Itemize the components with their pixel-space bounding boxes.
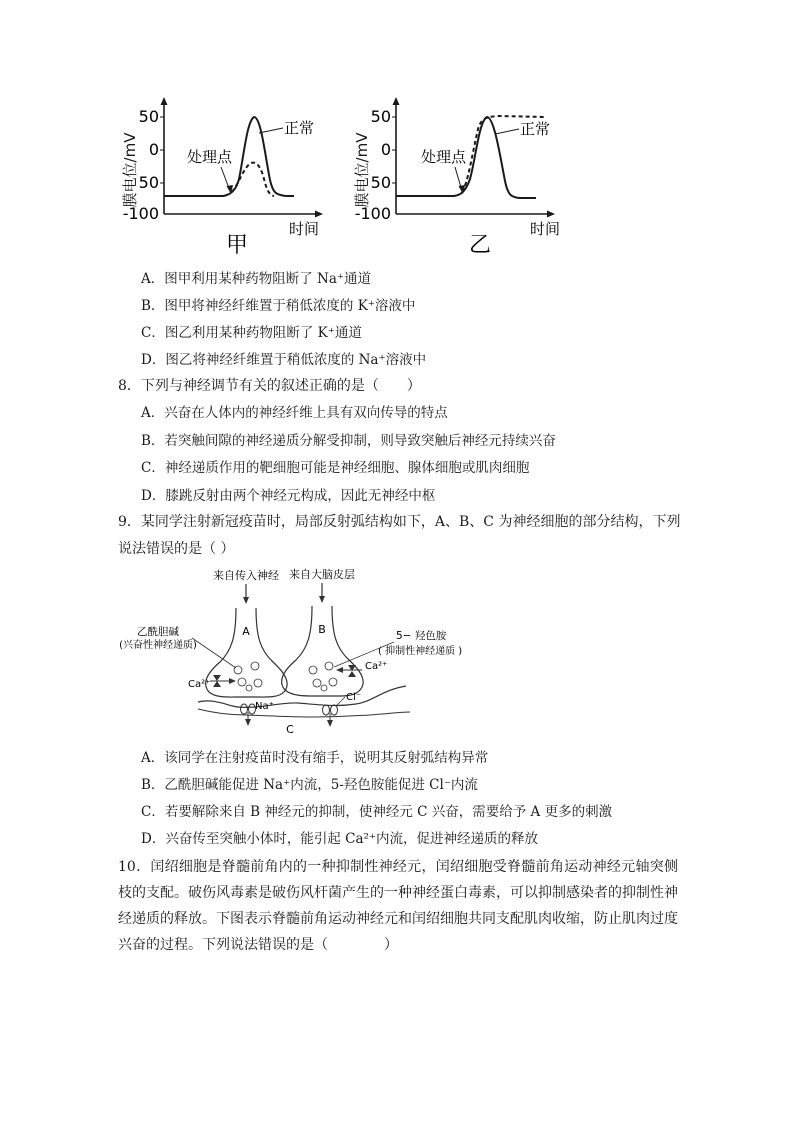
q7-option-c: C．图乙利用某种药物阻断了 K⁺通道 [141, 325, 362, 341]
q9-option-a: A．该同学在注射疫苗时没有缩手，说明其反射弧结构异常 [141, 750, 489, 766]
label-c: C [286, 723, 294, 736]
cl-label: Cl⁻ [346, 692, 362, 703]
q8-option-b: B．若突触间隙的神经递质分解受抑制，则导致突触后神经元持续兴奋 [141, 433, 556, 449]
q9-stem-line2: 说法错误的是（ ） [118, 541, 235, 557]
from-afferent-label: 来自传入神经 [213, 569, 279, 582]
from-cortex-label: 来自大脑皮层 [289, 568, 355, 581]
ca-channel-icon [213, 675, 221, 681]
tick-label: 50 [138, 173, 159, 192]
q7-option-d: D．图乙将神经纤维置于稍低浓度的 Na⁺溶液中 [141, 352, 427, 368]
arrow-down-icon [243, 597, 249, 604]
tick-label: 50 [370, 107, 391, 126]
ach-label: 乙酰胆碱 [137, 626, 179, 638]
q8-option-d: D．膝跳反射由两个神经元构成，因此无神经中枢 [141, 488, 436, 504]
x-axis-arrow [315, 211, 323, 218]
vesicles-a [234, 662, 262, 691]
x-axis-arrow [547, 211, 555, 218]
graph-caption: 甲 [225, 233, 249, 258]
tick-label: -100 [354, 204, 391, 223]
normal-label: 正常 [520, 120, 551, 138]
treat-point-label: 处理点 [421, 148, 467, 166]
q9-option-d: D．兴奋传至突触小体时，能引起 Ca²⁺内流，促进神经递质的释放 [141, 831, 539, 847]
serotonin-label: 5− 羟色胺 [396, 630, 447, 642]
y-axis-arrow [161, 97, 168, 105]
arrow-down-icon [319, 596, 325, 603]
tick-label: 50 [370, 173, 391, 192]
neuron-b-terminal [282, 606, 364, 696]
q7-option-a: A．图甲利用某种药物阻断了 Na⁺通道 [141, 271, 372, 287]
tick-label: 0 [148, 140, 159, 159]
x-axis-label: 时间 [529, 220, 561, 238]
graph-yi [350, 95, 580, 260]
tick-label: 50 [138, 107, 159, 126]
y-axis-label: 膜电位/mV [353, 132, 371, 208]
tick-label: 0 [380, 140, 391, 159]
x-axis-label: 时间 [288, 220, 320, 238]
tick-label: -100 [122, 204, 159, 223]
treat-point-label: 处理点 [187, 148, 233, 166]
q8-option-a: A．兴奋在人体内的神经纤维上具有双向传导的特点 [141, 405, 448, 421]
vesicles-b [309, 662, 337, 691]
normal-pointer [495, 129, 519, 134]
q9-stem-line1: 9．某同学注射新冠疫苗时，局部反射弧结构如下，A、B、C 为神经细胞的部分结构，下列 [118, 514, 681, 530]
q9-option-b: B．乙酰胆碱能促进 Na⁺内流，5-羟色胺能促进 Cl⁻内流 [141, 777, 478, 793]
normal-pointer [259, 128, 283, 133]
graph-jia [118, 95, 348, 260]
ach-note: (兴奋性神经递质) [119, 640, 197, 651]
ca-left-label: Ca²⁺ [188, 679, 211, 690]
q10-text: 10．闰绍细胞是脊髓前角内的一种抑制性神经元，闰绍细胞受脊髓前角运动神经元轴突侧枝的支配。破伤风毒素是破伤风杆菌产生的一种神经蛋白毒素，可以抑制感染者的抑制性神经递质的释放。下图表示脊髓前角运动神经元和闰绍细胞共同支配肌肉收缩，防止肌肉过度兴奋的过程。下列说法错误的是（ ） [118, 859, 678, 953]
label-b: B [318, 623, 326, 636]
y-axis-arrow [393, 97, 400, 105]
q8-option-c: C．神经递质作用的靶细胞可能是神经细胞、腺体细胞或肌肉细胞 [141, 460, 530, 476]
graph-caption: 乙 [468, 233, 492, 258]
y-axis-label: 膜电位/mV [121, 132, 139, 208]
q7-option-b: B．图甲将神经纤维置于稍低浓度的 K⁺溶液中 [141, 298, 416, 314]
normal-label: 正常 [284, 119, 315, 137]
serotonin-note: ( 抑制性神经递质 ) [378, 646, 463, 657]
ca-right-label: Ca²⁺ [365, 661, 388, 672]
label-a: A [242, 625, 250, 638]
synapse-diagram [110, 566, 520, 740]
q8-stem: 8．下列与神经调节有关的叙述正确的是（ ） [118, 378, 421, 394]
na-label: Na⁺ [255, 701, 274, 712]
q9-option-c: C．若要解除来自 B 神经元的抑制，使神经元 C 兴奋，需要给予 A 更多的刺激 [141, 804, 613, 820]
